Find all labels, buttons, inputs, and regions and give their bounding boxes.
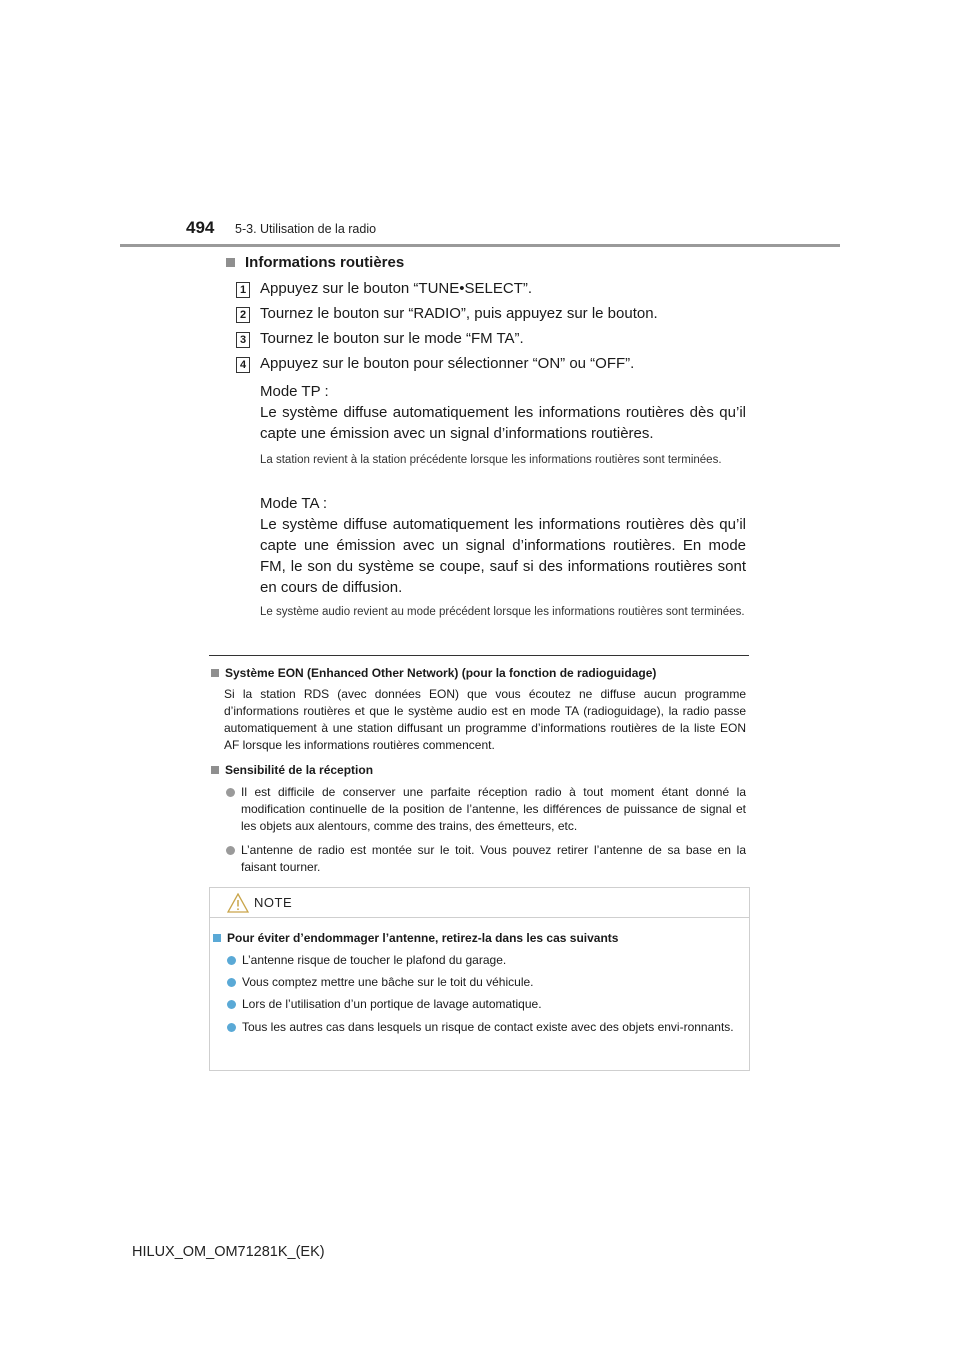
note-bullet-text-2: Vous comptez mettre une bâche sur le toit du véhicule. — [242, 975, 534, 989]
square-bullet-icon — [226, 258, 235, 267]
eon-title: Système EON (Enhanced Other Network) (pour la fonction de radioguidage) — [225, 666, 657, 680]
step-number-4: 4 — [236, 357, 250, 373]
reception-heading — [211, 763, 373, 777]
note-heading — [213, 931, 618, 945]
note-bullet-text-4: Tous les autres cas dans lesquels un risque de contact existe avec des objets envi-ronnants. — [242, 1020, 734, 1034]
step-number-3: 3 — [236, 332, 250, 348]
square-bullet-icon — [213, 934, 221, 942]
eon-text: Si la station RDS (avec données EON) que vous écoutez ne diffuse aucun programme d’informations routières et que le système audio est en mode TA (radioguidage), la radio passe automatiquement à une station diffusant un programme d’informations routières de la liste EON AF lorsque les informations routières commencent. — [224, 687, 746, 752]
square-bullet-icon — [211, 669, 219, 677]
round-bullet-icon — [227, 1000, 236, 1009]
header-rule — [120, 244, 840, 247]
eon-heading — [211, 666, 656, 680]
ta-mode-note: Le système audio revient au mode précédent lorsque les informations routières sont terminées. — [260, 606, 745, 618]
section-title: 5-3. Utilisation de la radio — [235, 222, 377, 236]
reception-title: Sensibilité de la réception — [225, 763, 374, 777]
note-bullet-text-3: Lors de l’utilisation d’un portique de lavage automatique. — [242, 997, 542, 1011]
tp-mode-text: Le système diffuse automatiquement les informations routières dès qu’il capte une émission avec un signal d’informations routières. — [260, 404, 746, 442]
step-text-1: Appuyez sur le bouton “TUNE•SELECT”. — [260, 280, 533, 297]
round-bullet-icon — [227, 1023, 236, 1032]
square-bullet-icon — [211, 766, 219, 774]
document-code: HILUX_OM_OM71281K_(EK) — [132, 1244, 325, 1260]
round-bullet-icon — [227, 956, 236, 965]
round-bullet-icon — [226, 788, 235, 797]
step-number-2: 2 — [236, 307, 250, 323]
step-number-1: 1 — [236, 282, 250, 298]
page-number: 494 — [186, 218, 215, 237]
note-bullet-text-1: L’antenne risque de toucher le plafond du garage. — [242, 953, 507, 967]
traffic-info-heading — [226, 254, 404, 271]
note-title: Pour éviter d’endommager l’antenne, retirez-la dans les cas suivants — [227, 931, 619, 945]
step-text-3: Tournez le bouton sur le mode “FM TA”. — [260, 330, 524, 347]
tp-mode-note: La station revient à la station précédente lorsque les informations routières sont terminées. — [260, 454, 722, 466]
ta-mode-text: Le système diffuse automatiquement les informations routières dès qu’il capte une émission avec un signal d’informations routières. En mode FM, le son du système se coupe, sauf si des informations routières sont en cours de diffusion. — [260, 516, 746, 596]
tp-mode-label: Mode TP : — [260, 383, 329, 400]
reception-bullet-text-1: Il est difficile de conserver une parfaite réception radio à tout moment étant donné la modification continuelle de la position de l’antenne, les différences de puissance de signal et les objets aux alentours, comme des trains, des émetteurs, etc. — [241, 785, 746, 833]
note-header-rule — [209, 917, 750, 918]
section-divider — [209, 655, 749, 656]
reception-bullet-text-2: L’antenne de radio est montée sur le toit. Vous pouvez retirer l’antenne de sa base en la faisant tourner. — [241, 843, 746, 874]
step-text-2: Tournez le bouton sur “RADIO”, puis appuyez sur le bouton. — [260, 305, 658, 322]
round-bullet-icon — [227, 978, 236, 987]
warning-triangle-icon — [227, 893, 249, 918]
note-label: NOTE — [254, 895, 293, 910]
step-text-4: Appuyez sur le bouton pour sélectionner “ON” ou “OFF”. — [260, 355, 635, 372]
traffic-info-title: Informations routières — [245, 254, 405, 271]
ta-mode-label: Mode TA : — [260, 495, 327, 512]
round-bullet-icon — [226, 846, 235, 855]
